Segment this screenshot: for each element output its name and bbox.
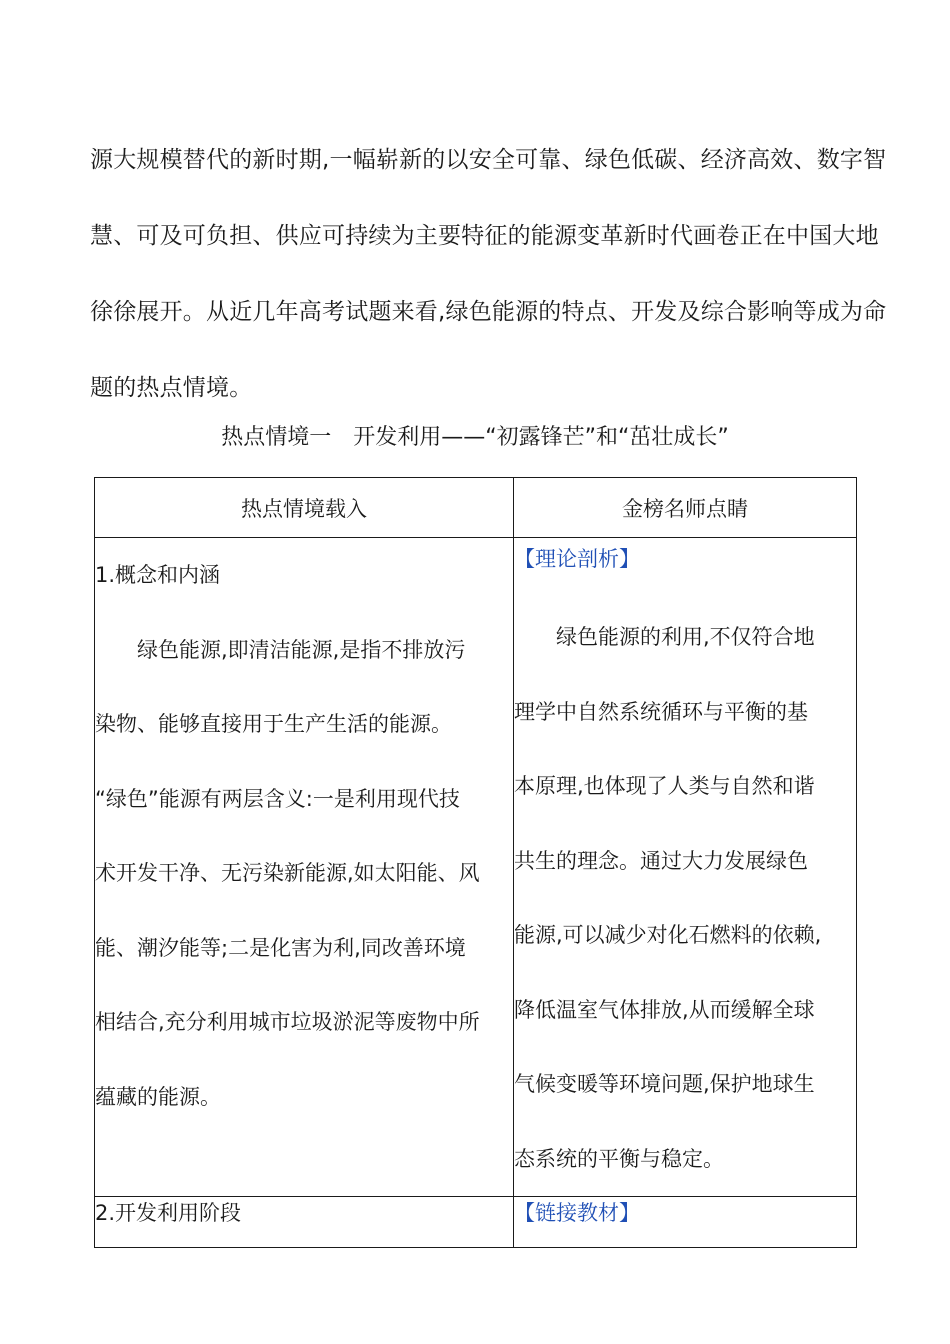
scenario-text: 相结合,充分利用城市垃圾淤泥等废物中所 <box>95 1010 480 1034</box>
textbook-link-tag: 【链接教材】 <box>514 1197 857 1248</box>
header-scenario: 热点情境载入 <box>95 478 514 538</box>
scenario-text: 术开发干净、无污染新能源,如太阳能、风 <box>95 861 480 885</box>
scenario-text: “绿色”能源有两层含义:一是利用现代技 <box>95 786 460 811</box>
table-row <box>95 1197 857 1248</box>
notes-text: 共生的理念。通过大力发展绿色 <box>514 848 808 873</box>
scenario-text: 染物、能够直接用于生产生活的能源。 <box>95 712 452 736</box>
notes-text: 绿色能源的利用,不仅符合地 <box>514 625 815 649</box>
notes-text: 理学中自然系统循环与平衡的基 <box>514 699 808 724</box>
scenario-cell <box>95 538 514 1197</box>
intro-line: 慧、可及可负担、供应可持续为主要特征的能源变革新时代画卷正在中国大地 <box>90 223 879 249</box>
scenario-cell: 2.开发利用阶段 <box>95 1197 514 1248</box>
hotspot-table <box>94 477 857 1248</box>
intro-line: 徐徐展开。从近几年高考试题来看,绿色能源的特点、开发及综合影响等成为命 <box>90 299 887 325</box>
header-teacher-notes: 金榜名师点睛 <box>514 478 857 538</box>
notes-text: 降低温室气体排放,从而缓解全球 <box>514 997 815 1022</box>
scenario-heading: 1.概念和内涵 <box>95 563 221 587</box>
notes-cell <box>514 538 857 1197</box>
scenario-text: 蕴藏的能源。 <box>95 1084 221 1109</box>
table-row <box>95 538 857 1197</box>
intro-line: 源大规模替代的新时期,一幅崭新的以安全可靠、绿色低碳、经济高效、数字智 <box>90 147 887 173</box>
section-title: 热点情境一 开发利用——“初露锋芒”和“茁壮成长” <box>221 425 729 450</box>
notes-text: 气候变暖等环境问题,保护地球生 <box>514 1072 815 1096</box>
intro-line: 题的热点情境。 <box>90 375 253 401</box>
scenario-text: 能、潮汐能等;二是化害为利,同改善环境 <box>95 935 466 960</box>
notes-text: 能源,可以减少对化石燃料的依赖, <box>514 923 822 947</box>
theory-analysis-tag: 【理论剖析】 <box>514 547 640 571</box>
intro-paragraph <box>90 122 887 426</box>
scenario-text: 绿色能源,即清洁能源,是指不排放污 <box>95 637 466 662</box>
table-header-row <box>95 478 857 538</box>
notes-text: 态系统的平衡与稳定。 <box>514 1146 724 1171</box>
notes-text: 本原理,也体现了人类与自然和谐 <box>514 774 815 798</box>
